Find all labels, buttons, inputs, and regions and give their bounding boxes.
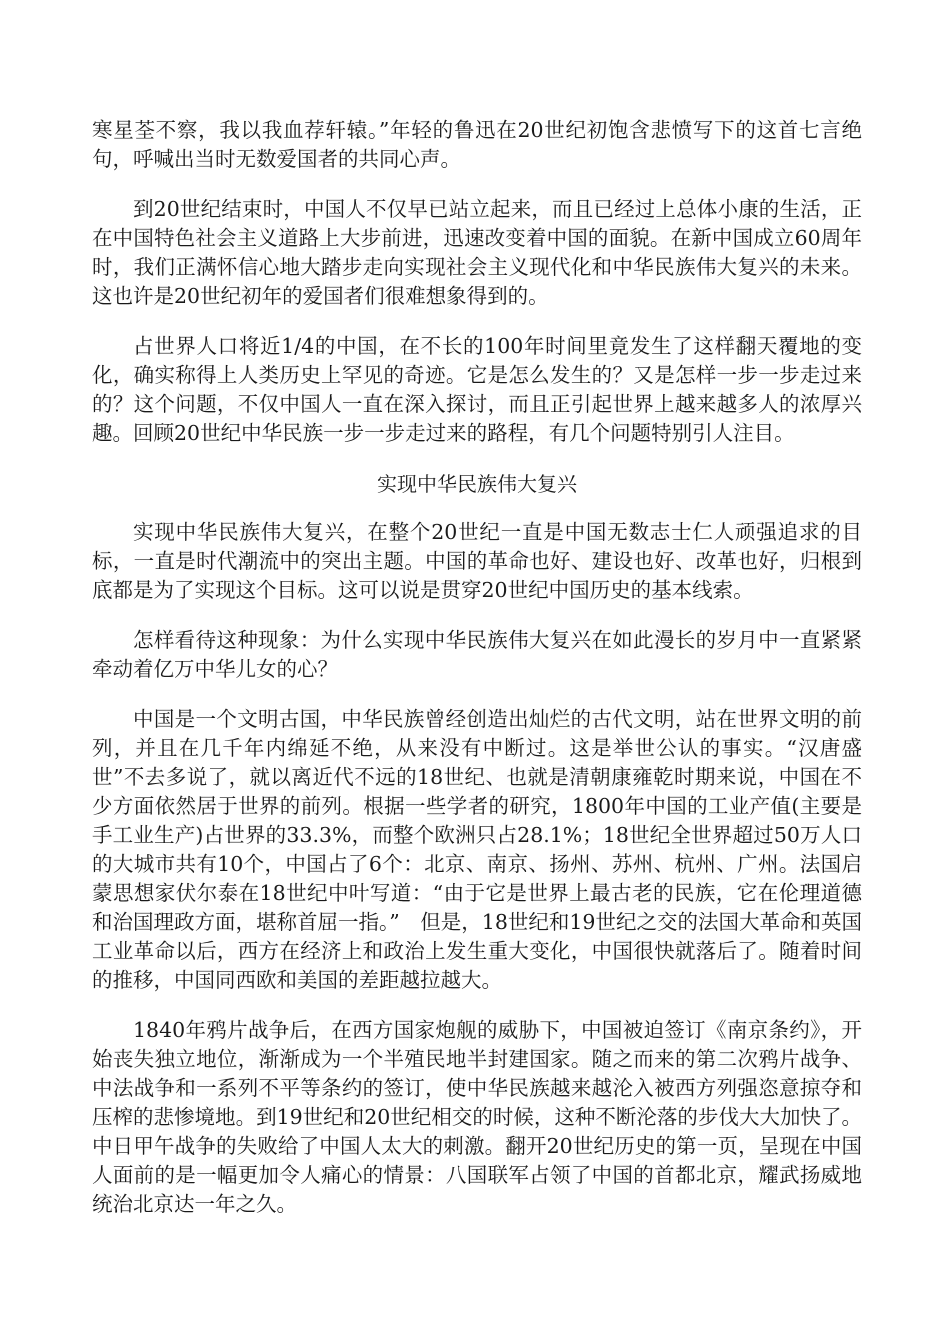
paragraph-rejuvenation-goal: 实现中华民族伟大复兴，在整个20世纪一直是中国无数志士仁人顽强追求的目标，一直是时代潮流中的突出主题。中国的革命也好、建设也好、改革也好，归根到底都是为了实现这个目标。这可以说是贯穿20世纪中国历史的基本线索。	[92, 520, 862, 602]
paragraph-poem-continuation: 寒星荃不察，我以我血荐轩辕。”年轻的鲁迅在20世纪初饱含悲愤写下的这首七言绝句，呼喊出当时无数爱国者的共同心声。	[92, 118, 862, 171]
paragraph-world-population: 占世界人口将近1/4的中国，在不长的100年时间里竟发生了这样翻天覆地的变化，确实称得上人类历史上罕见的奇迹。它是怎么发生的？又是怎样一步一步走过来的？这个问题，不仅中国人一直在深入探讨，而且正引起世界上越来越多人的浓厚兴趣。回顾20世纪中华民族一步一步走过来的路程，有几个问题特别引人注目。	[92, 334, 862, 445]
paragraph-end-of-century: 到20世纪结束时，中国人不仅早已站立起来，而且已经过上总体小康的生活，正在中国特色社会主义道路上大步前进，迅速改变着中国的面貌。在新中国成立60周年时，我们正满怀信心地大踏步走向实现社会主义现代化和中华民族伟大复兴的未来。这也许是20世纪初年的爱国者们很难想象得到的。	[92, 197, 862, 308]
section-title: 实现中华民族伟大复兴	[377, 472, 577, 496]
paragraph-opium-war: 1840年鸦片战争后，在西方国家炮舰的威胁下，中国被迫签订《南京条约》，开始丧失独立地位，渐渐成为一个半殖民地半封建国家。随之而来的第二次鸦片战争、中法战争和一系列不平等条约的签订，使中华民族越来越沦入被西方列强恣意掠夺和压榨的悲惨境地。到19世纪和20世纪相交的时候，这种不断沦落的步伐大大加快了。中日甲午战争的失败给了中国人太大的刺激。翻开20世纪历史的第一页，呈现在中国人面前的是一幅更加令人痛心的情景：八国联军占领了中国的首都北京，耀武扬威地统治北京达一年之久。	[92, 1018, 862, 1216]
paragraph-ancient-civilization: 中国是一个文明古国，中华民族曾经创造出灿烂的古代文明，站在世界文明的前列，并且在几千年内绵延不绝，从来没有中断过。这是举世公认的事实。“汉唐盛世”不去多说了，就以离近代不远的18世纪、也就是清朝康雍乾时期来说，中国在不少方面依然居于世界的前列。根据一些学者的研究，1800年中国的工业产值(主要是手工业生产)占世界的33.3%，而整个欧洲只占28.1%；18世纪全世界超过50万人口的大城市共有10个，中国占了6个：北京、南京、扬州、苏州、杭州、广州。法国启蒙思想家伏尔泰在18世纪中叶写道：“由于它是世界上最古老的民族，它在伦理道德和治国理政方面，堪称首屈一指。” 但是，18世纪和19世纪之交的法国大革命和英国工业革命以后，西方在经济上和政治上发生重大变化，中国很快就落后了。随着时间的推移，中国同西欧和美国的差距越拉越大。	[92, 707, 862, 992]
document-page	[92, 116, 862, 1240]
paragraph-question: 怎样看待这种现象：为什么实现中华民族伟大复兴在如此漫长的岁月中一直紧紧牵动着亿万中华儿女的心？	[92, 628, 862, 681]
